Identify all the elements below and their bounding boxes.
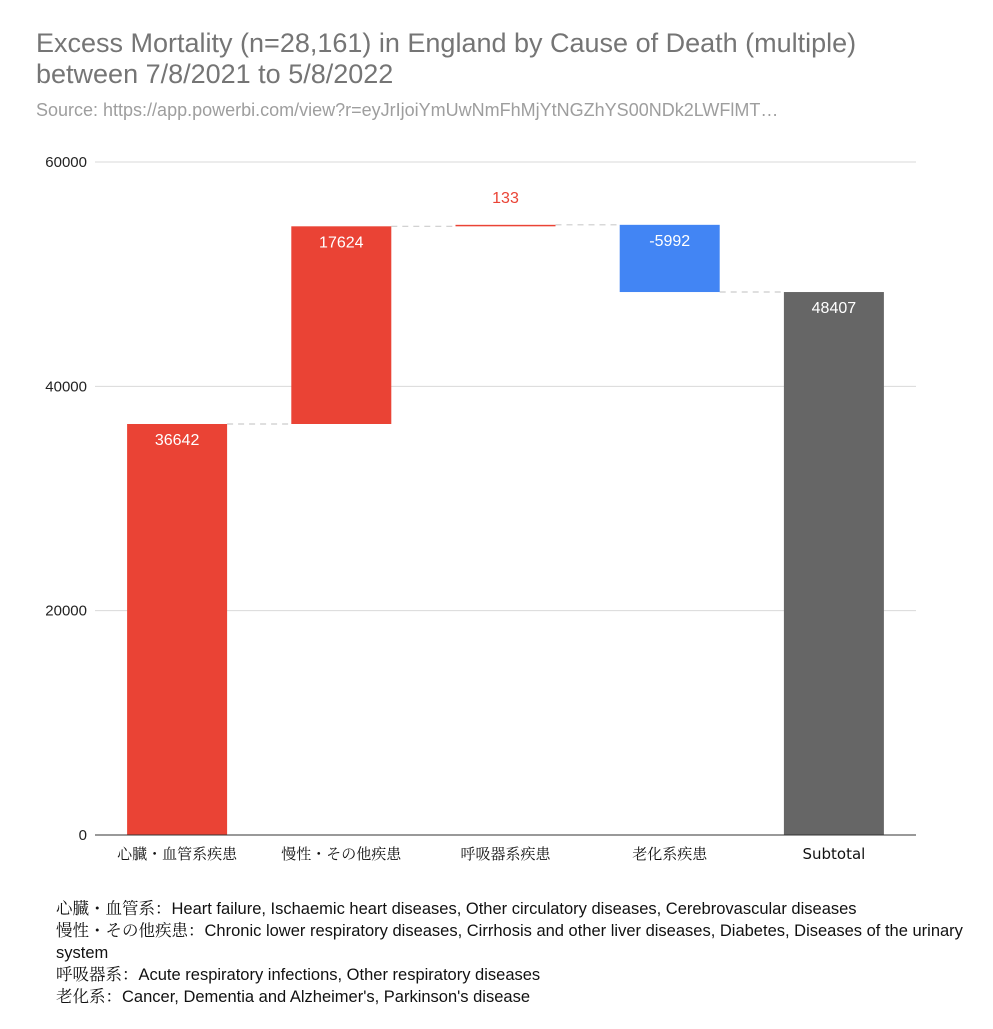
y-tick-label: 0 bbox=[78, 827, 87, 844]
chart-title: Excess Mortality (n=28,161) in England by Cause of Death (multiple) between 7/8/2021 to 5/8/2022 bbox=[36, 28, 857, 89]
x-category-label: 呼吸器系疾患 bbox=[460, 845, 551, 863]
data-labels bbox=[155, 190, 856, 449]
note-aging: 老化系：Cancer, Dementia and Alzheimer's, Parkinson's disease bbox=[56, 988, 531, 1006]
bar bbox=[456, 225, 556, 227]
bar bbox=[291, 226, 391, 424]
note-respiratory: 呼吸器系：Acute respiratory infections, Other respiratory diseases bbox=[56, 966, 541, 984]
x-category-label: 老化系疾患 bbox=[632, 845, 708, 863]
chart-subtitle: Source: https://app.powerbi.com/view?r=eyJrIjoiYmUwNmFhMjYtNGZhYS00NDk2LWFlMT… bbox=[36, 100, 779, 120]
legend-notes bbox=[56, 898, 976, 1008]
y-tick-label: 60000 bbox=[45, 154, 87, 171]
data-label: 36642 bbox=[154, 431, 200, 449]
x-category-label: Subtotal bbox=[802, 845, 866, 863]
data-label: 17624 bbox=[319, 234, 364, 252]
data-label: -5992 bbox=[649, 232, 691, 250]
note-cardiovascular: 心臓・血管系：Heart failure, Ischaemic heart diseases, Other circulatory diseases, Cerebrovascular diseases bbox=[56, 900, 857, 918]
note-chronic-other: 慢性・その他疾患：Chronic lower respiratory diseases, Cirrhosis and other liver diseases, Diabetes, Diseases of the urinary system bbox=[56, 922, 963, 962]
bars bbox=[127, 225, 884, 835]
bar bbox=[784, 292, 884, 835]
waterfall-chart bbox=[0, 140, 993, 880]
y-tick-label: 20000 bbox=[45, 602, 87, 620]
bar bbox=[127, 424, 227, 835]
data-label: 48407 bbox=[811, 300, 857, 318]
x-category-label: 慢性・その他疾患 bbox=[281, 845, 402, 863]
x-category-label: 心臓・血管系疾患 bbox=[117, 845, 238, 863]
data-label: 133 bbox=[492, 189, 519, 207]
y-tick-label: 40000 bbox=[45, 378, 87, 396]
